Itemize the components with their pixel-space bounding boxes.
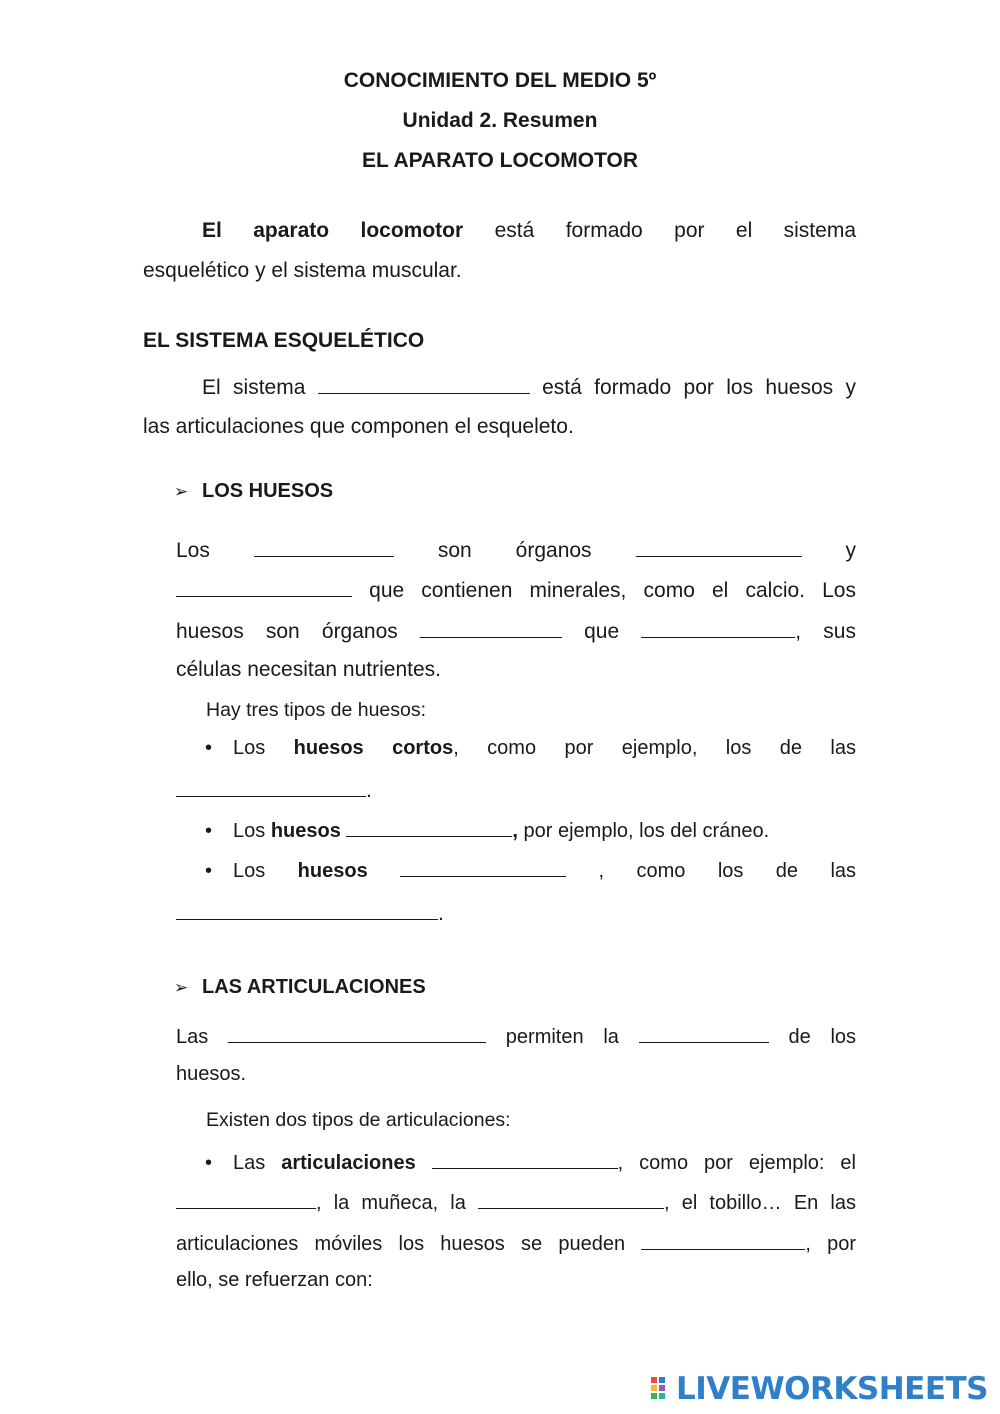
blank-bones-2[interactable]	[636, 536, 802, 557]
subject-title: CONOCIMIENTO DEL MEDIO 5º	[343, 69, 657, 92]
blank-joint-example-2[interactable]	[478, 1188, 664, 1209]
short-bones-rest: , como por ejemplo, los de las	[453, 737, 856, 759]
skeletal-text-b: está formado por los huesos y	[542, 376, 856, 399]
blank-long-bones-example[interactable]	[176, 899, 438, 920]
word-los-3: Los	[233, 860, 266, 882]
mobile-line-3-a: articulaciones móviles los huesos se pueden	[176, 1233, 626, 1255]
joint-type-mobile-line-2	[176, 1188, 856, 1216]
joints-heading-text: LAS ARTICULACIONES	[202, 976, 426, 998]
bone-type-long-line-2	[176, 899, 444, 927]
period-2: .	[438, 902, 444, 925]
skeletal-line-1	[202, 373, 856, 401]
flat-bones-rest: por ejemplo, los del cráneo.	[517, 820, 770, 842]
bullet-dot-icon: •	[205, 860, 213, 882]
bullet-dot-icon: •	[205, 1152, 213, 1174]
period-1: .	[366, 779, 372, 802]
bones-line-3-a: huesos son órganos	[176, 620, 398, 643]
bone-types-intro: Hay tres tipos de huesos:	[206, 699, 427, 721]
bone-type-short-line-2	[176, 776, 372, 804]
bones-line-4: células necesitan nutrientes.	[176, 658, 441, 681]
bones-line-3-b: que	[584, 620, 620, 643]
mobile-mid-2: , el tobillo… En las	[664, 1192, 856, 1214]
word-organos: órganos	[515, 539, 592, 562]
blank-bones-3[interactable]	[176, 576, 352, 597]
joints-line-2: huesos.	[176, 1063, 247, 1085]
blank-bones-1[interactable]	[254, 536, 394, 557]
bone-type-long	[205, 856, 856, 884]
bold-huesos-3: huesos	[297, 860, 368, 882]
joint-type-mobile-line-4: ello, se refuerzan con:	[176, 1269, 373, 1291]
bold-short-bones: huesos cortos	[293, 737, 454, 759]
blank-long-bones-type[interactable]	[400, 856, 566, 877]
mobile-mid-1: , la muñeca, la	[316, 1192, 466, 1214]
joint-type-mobile-line-1	[205, 1148, 856, 1176]
word-y: y	[845, 539, 857, 562]
bold-articulaciones: articulaciones	[281, 1152, 416, 1174]
skeletal-heading: EL SISTEMA ESQUELÉTICO	[143, 329, 425, 352]
mobile-line-3-b: , por	[805, 1233, 856, 1255]
word-permiten: permiten la	[505, 1026, 619, 1048]
mobile-joints-rest: , como por ejemplo: el	[617, 1152, 856, 1174]
joint-types-intro: Existen dos tipos de articulaciones:	[206, 1109, 511, 1131]
bones-line-3-c: , sus	[795, 620, 856, 643]
intro-bold: El aparato locomotor	[202, 219, 464, 242]
topic-title: EL APARATO LOCOMOTOR	[361, 149, 639, 172]
joints-line-1	[176, 1022, 856, 1050]
skeletal-line-2: las articulaciones que componen el esqueleto.	[143, 415, 574, 438]
blank-joints-1[interactable]	[228, 1022, 486, 1043]
intro-line-2: esquelético y el sistema muscular.	[143, 259, 462, 282]
bones-heading	[174, 478, 333, 505]
blank-joints-2[interactable]	[639, 1022, 769, 1043]
brand-name: LIVEWORKSHEETS	[676, 1371, 988, 1407]
arrow-bullet-icon: ➢	[174, 978, 189, 997]
bold-huesos-2: huesos	[270, 820, 341, 842]
bones-heading-text: LOS HUESOS	[202, 480, 334, 502]
joints-heading	[174, 974, 426, 1001]
bones-line-1	[176, 536, 856, 564]
bones-line-2-text: que contienen minerales, como el calcio. Los	[369, 579, 856, 602]
word-los-1: Los	[233, 737, 266, 759]
intro-rest: está formado por el sistema	[494, 219, 856, 242]
skeletal-text-a: El sistema	[202, 376, 306, 399]
intro-line-1	[202, 218, 856, 244]
joint-type-mobile-line-3	[176, 1229, 856, 1257]
bullet-dot-icon: •	[205, 820, 213, 842]
bullet-dot-icon: •	[205, 737, 213, 759]
bones-line-3	[176, 617, 856, 645]
bone-type-flat	[205, 816, 769, 844]
word-los-2: Los	[233, 820, 266, 842]
bold-comma: ,	[512, 820, 518, 842]
long-bones-rest: , como los de las	[598, 860, 857, 882]
blank-bones-4[interactable]	[420, 617, 562, 638]
blank-bones-5[interactable]	[641, 617, 795, 638]
blank-flat-bones[interactable]	[346, 816, 512, 837]
bone-type-short	[205, 735, 856, 761]
blank-joint-example-1[interactable]	[176, 1188, 316, 1209]
unit-title: Unidad 2. Resumen	[402, 109, 598, 132]
word-los: Los	[176, 539, 210, 562]
liveworksheets-logo-icon	[651, 1375, 673, 1403]
blank-joint-move[interactable]	[641, 1229, 805, 1250]
arrow-bullet-icon: ➢	[174, 482, 189, 501]
word-las-2: Las	[233, 1152, 266, 1174]
bones-line-2	[176, 576, 856, 604]
liveworksheets-logo	[651, 1372, 988, 1406]
blank-short-bones[interactable]	[176, 776, 366, 797]
blank-skeletal-system[interactable]	[318, 373, 530, 394]
word-son: son	[437, 539, 472, 562]
word-de-los: de los	[788, 1026, 857, 1048]
blank-mobile-joints[interactable]	[432, 1148, 618, 1169]
word-las: Las	[176, 1026, 209, 1048]
